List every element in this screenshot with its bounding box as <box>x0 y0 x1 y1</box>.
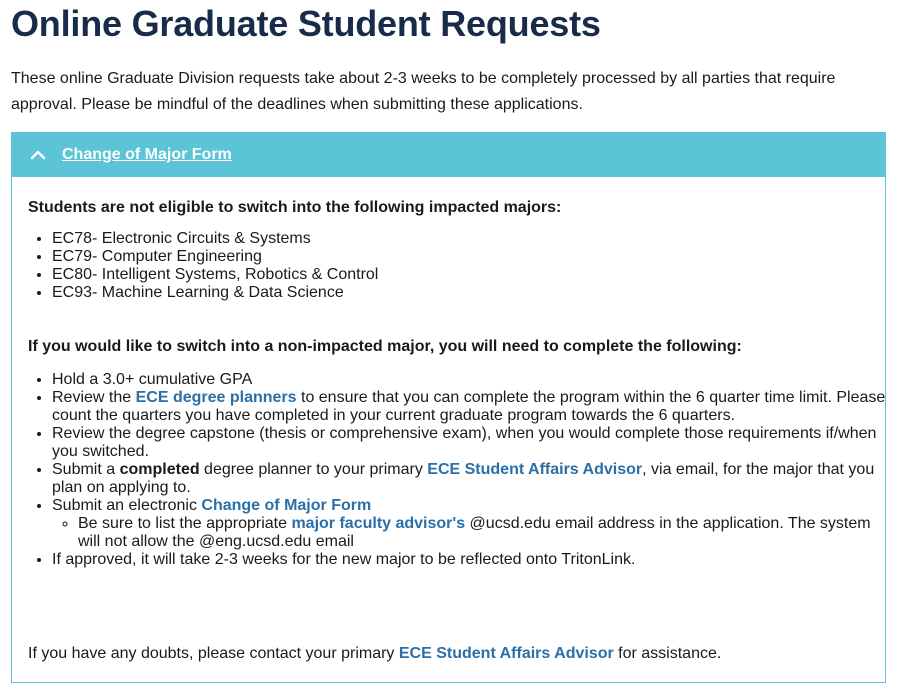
req-bold-text: completed <box>119 461 200 478</box>
req-text: Submit an electronic <box>52 497 202 514</box>
impacted-majors-list <box>28 230 892 302</box>
req-text: Review the <box>52 389 136 406</box>
list-item: • EC93- Machine Learning & Data Science <box>52 284 892 302</box>
major-faculty-advisor-link[interactable]: major faculty advisor's <box>291 515 466 532</box>
footer-text <box>28 645 721 663</box>
chevron-up-icon[interactable] <box>30 147 46 163</box>
ece-degree-planners-link[interactable]: ECE degree planners <box>135 389 297 406</box>
req-text: , via email, for the major that you plan on applying to. <box>52 461 875 496</box>
page-title: Online Graduate Student Requests <box>11 3 601 44</box>
footer-text-post: for assistance. <box>613 645 722 662</box>
footer-text-pre: If you have any doubts, please contact your primary <box>28 645 399 662</box>
sub-list <box>52 515 892 551</box>
req-text: to ensure that you can complete the program within the 6 quarter time limit. Please count the quarters you have completed in your current graduate program towards the 6 quarters. <box>52 389 886 424</box>
change-of-major-accordion <box>11 132 886 683</box>
requirements-heading: If you would like to switch into a non-impacted major, you will need to complete the following: <box>28 338 742 355</box>
list-item: • If approved, it will take 2-3 weeks for the new major to be reflected onto TritonLink. <box>52 551 892 569</box>
list-item: • EC79- Computer Engineering <box>52 248 892 266</box>
list-item <box>78 515 892 551</box>
list-item: • Review the degree capstone (thesis or comprehensive exam), when you would complete those requirements if/when you switched. <box>52 425 892 461</box>
intro-text: These online Graduate Division requests take about 2-3 weeks to be completely processed by all parties that require approval. Please be mindful of the deadlines when submitting these applications. <box>11 70 836 113</box>
list-item <box>52 389 892 425</box>
req-text: Be sure to list the appropriate <box>78 515 292 532</box>
ece-student-affairs-advisor-link[interactable]: ECE Student Affairs Advisor <box>398 645 614 662</box>
req-text: Submit a <box>52 461 120 478</box>
list-item <box>52 497 892 551</box>
req-text: degree planner to your primary <box>199 461 428 478</box>
impacted-majors-heading: Students are not eligible to switch into the following impacted majors: <box>28 199 562 216</box>
list-item <box>52 461 892 497</box>
accordion-title-link[interactable]: Change of Major Form <box>62 146 232 163</box>
req-text: @ucsd.edu email address in the application. The system will not allow the @eng.ucsd.edu email <box>78 515 871 550</box>
accordion-header[interactable] <box>12 133 885 177</box>
list-item: • EC80- Intelligent Systems, Robotics & Control <box>52 266 892 284</box>
requirements-list <box>28 371 892 569</box>
list-item: • EC78- Electronic Circuits & Systems <box>52 230 892 248</box>
ece-student-affairs-advisor-link[interactable]: ECE Student Affairs Advisor <box>427 461 643 478</box>
change-of-major-form-link[interactable]: Change of Major Form <box>201 497 372 514</box>
list-item: • Hold a 3.0+ cumulative GPA <box>52 371 892 389</box>
